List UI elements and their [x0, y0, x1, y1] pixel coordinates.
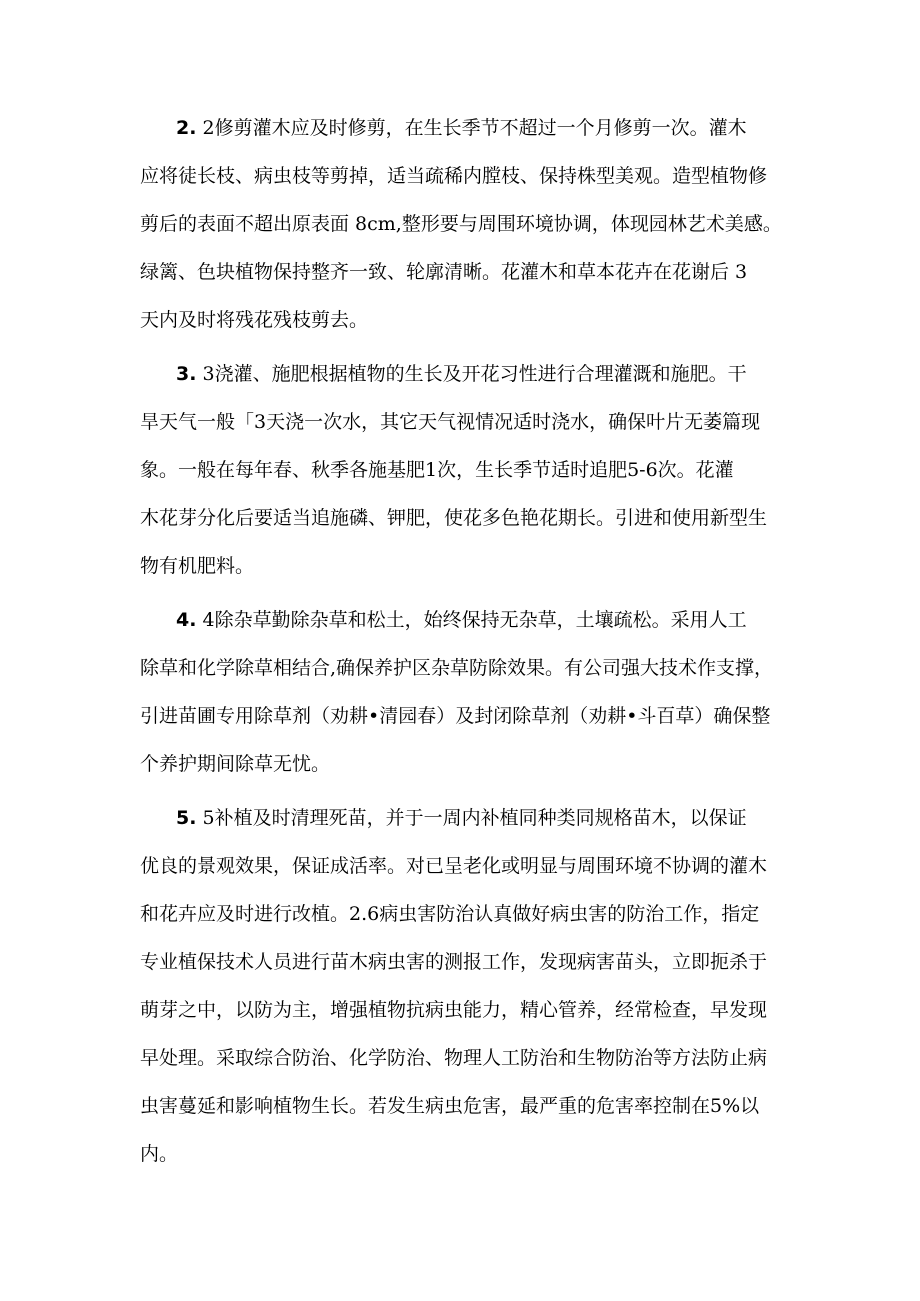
line-text: 2修剪灌木应及时修剪，在生长季节不超过一个月修剪一次。灌木 [202, 117, 747, 139]
paragraph-line: 虫害蔓延和影响植物生长。若发生病虫危害，最严重的危害率控制在5%以 [140, 1095, 760, 1117]
line-text: 5补植及时清理死苗，并于一周内补植同种类同规格苗木，以保证 [202, 807, 747, 829]
section-number: 4. [176, 609, 197, 631]
paragraph-line: 除草和化学除草相结合,确保养护区杂草防除效果。有公司强大技术作支撑， [140, 657, 774, 679]
section-number: 3. [176, 363, 197, 385]
paragraph-line: 绿篱、色块植物保持整齐一致、轮廓清晰。花灌木和草本花卉在花谢后 3 [140, 261, 748, 283]
line-text: 3浇灌、施肥根据植物的生长及开花习性进行合理灌溉和施肥。干 [202, 363, 747, 385]
paragraph-line: 引进苗圃专用除草剂（劝耕•清园春）及封闭除草剂（劝耕•斗百草）确保整 [140, 705, 771, 727]
paragraph-line: 天内及时将残花残枝剪去。 [140, 309, 369, 331]
section-number: 2. [176, 117, 197, 139]
paragraph-line: 物有机肥料。 [140, 555, 255, 577]
paragraph-line: 象。一般在每年春、秋季各施基肥1次，生长季节适时追肥5-6次。花灌 [140, 459, 734, 481]
paragraph-line: 剪后的表面不超出原表面 8cm,整形要与周围环境协调，体现园林艺术美感。 [140, 213, 782, 235]
paragraph-line [176, 600, 800, 640]
paragraph-line [176, 798, 800, 838]
section-number: 5. [176, 807, 197, 829]
paragraph-line [176, 354, 800, 394]
paragraph-line: 应将徒长枝、病虫枝等剪掉，适当疏稀内膛枝、保持株型美观。造型植物修 [140, 165, 768, 187]
paragraph-line: 萌芽之中，以防为主，增强植物抗病虫能力，精心管养，经常检查，早发现 [140, 999, 768, 1021]
paragraph-line: 旱天气一般「3天浇一次水，其它天气视情况适时浇水，确保叶片无萎篇现 [140, 411, 761, 433]
line-text: 4除杂草勤除杂草和松土，始终保持无杂草，土壤疏松。采用人工 [202, 609, 747, 631]
paragraph-line: 和花卉应及时进行改植。2.6病虫害防治认真做好病虫害的防治工作，指定 [140, 903, 760, 925]
paragraph-line [176, 108, 800, 148]
paragraph-line: 早处理。采取综合防治、化学防治、物理人工防治和生物防治等方法防止病 [140, 1047, 768, 1069]
paragraph-line: 个养护期间除草无忧。 [140, 753, 331, 775]
paragraph-line: 木花芽分化后要适当追施磷、钾肥，使花多色艳花期长。引进和使用新型生 [140, 507, 768, 529]
paragraph-line: 优良的景观效果，保证成活率。对已呈老化或明显与周围环境不协调的灌木 [140, 855, 768, 877]
paragraph-line: 内。 [140, 1143, 179, 1165]
paragraph-line: 专业植保技术人员进行苗木病虫害的测报工作，发现病害苗头，立即扼杀于 [140, 951, 768, 973]
